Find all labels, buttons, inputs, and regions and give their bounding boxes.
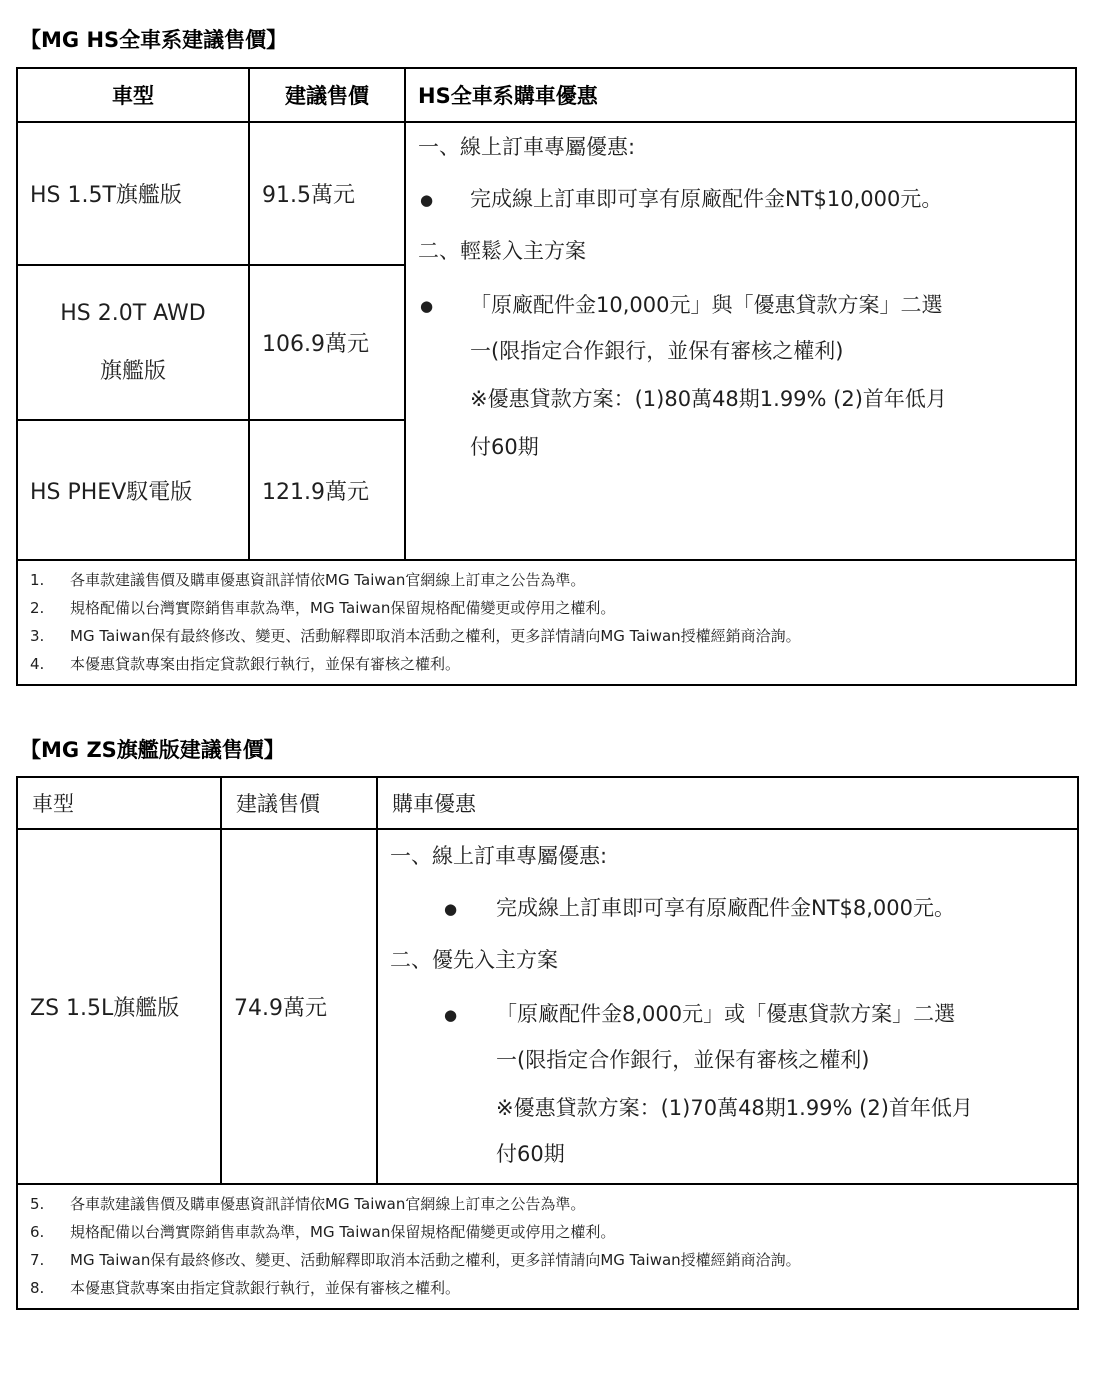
hs-model-cell: HS 1.5T旗艦版 — [17, 122, 249, 265]
note-text: MG Taiwan保有最終修改、變更、活動解釋即取消本活動之權利，更多詳情請向MG Taiwan授權經銷商洽詢。 — [70, 1251, 801, 1269]
note-text: MG Taiwan保有最終修改、變更、活動解釋即取消本活動之權利，更多詳情請向MG Taiwan授權經銷商洽詢。 — [70, 627, 801, 645]
hs-offer-bullet2-line1: 「原廠配件金10,000元」與「優惠貸款方案」二選 — [470, 293, 943, 317]
note-number: 4. — [30, 655, 45, 673]
hs-model-line1: HS 2.0T AWD — [60, 300, 206, 326]
zs-offer-bullet2-line2: 一(限指定合作銀行，並保有審核之權利) — [496, 1048, 870, 1072]
bullet-icon: ● — [444, 1006, 458, 1024]
hs-price-cell: 91.5萬元 — [249, 122, 405, 265]
zs-table-header-row — [17, 777, 1078, 829]
zs-offer-loan-line2: 付60期 — [496, 1142, 565, 1166]
note-number: 8. — [30, 1279, 45, 1297]
zs-notes-row — [17, 1184, 1078, 1309]
list-item — [18, 1274, 1077, 1302]
zs-price-cell: 74.9萬元 — [221, 829, 377, 1184]
list-item — [18, 1218, 1077, 1246]
list-item — [18, 622, 1075, 650]
zs-offer-section2: 二、優先入主方案 — [390, 948, 558, 972]
note-number: 5. — [30, 1195, 45, 1213]
hs-header-model: 車型 — [17, 68, 249, 122]
bullet-icon: ● — [444, 900, 458, 918]
list-item — [18, 1246, 1077, 1274]
note-number: 3. — [30, 627, 45, 645]
note-number: 1. — [30, 571, 45, 589]
zs-offer-bullet2-line1: 「原廠配件金8,000元」或「優惠貸款方案」二選 — [496, 1002, 956, 1026]
note-text: 規格配備以台灣實際銷售車款為準，MG Taiwan保留規格配備變更或停用之權利。 — [70, 599, 616, 617]
note-number: 7. — [30, 1251, 45, 1269]
hs-offer-bullet2-line2: 一(限指定合作銀行，並保有審核之權利) — [470, 339, 844, 363]
zs-offer-cell — [377, 829, 1078, 1184]
hs-section-title: 【MG HS全車系建議售價】 — [20, 28, 288, 52]
table-row — [17, 122, 1076, 265]
note-text: 各車款建議售價及購車優惠資訊詳情依MG Taiwan官網線上訂車之公告為準。 — [70, 1195, 586, 1213]
zs-offer-bullet1: 完成線上訂車即可享有原廠配件金NT$8,000元。 — [496, 896, 956, 920]
hs-price-cell: 121.9萬元 — [249, 420, 405, 560]
zs-offer-loan-line1: ※優惠貸款方案：(1)70萬48期1.99% (2)首年低月 — [496, 1096, 973, 1120]
note-number: 2. — [30, 599, 45, 617]
note-number: 6. — [30, 1223, 45, 1241]
zs-offer-section1: 一、線上訂車專屬優惠: — [390, 844, 608, 868]
list-item — [18, 650, 1075, 678]
hs-price-table — [16, 67, 1077, 686]
zs-section-title: 【MG ZS旗艦版建議售價】 — [20, 738, 285, 762]
hs-header-price: 建議售價 — [249, 68, 405, 122]
hs-table-header-row — [17, 68, 1076, 122]
hs-header-offer: HS全車系購車優惠 — [405, 68, 1076, 122]
note-text: 本優惠貸款專案由指定貸款銀行執行，並保有審核之權利。 — [70, 1279, 461, 1297]
list-item — [18, 566, 1075, 594]
table-row — [17, 829, 1078, 1184]
zs-header-offer: 購車優惠 — [377, 777, 1078, 829]
hs-model-cell: HS PHEV馭電版 — [17, 420, 249, 560]
hs-offer-loan-line2: 付60期 — [470, 435, 539, 459]
hs-offer-bullet1: 完成線上訂車即可享有原廠配件金NT$10,000元。 — [470, 187, 943, 211]
hs-price-cell: 106.9萬元 — [249, 265, 405, 420]
bullet-icon: ● — [420, 191, 434, 209]
note-text: 本優惠貸款專案由指定貸款銀行執行，並保有審核之權利。 — [70, 655, 461, 673]
hs-notes-row — [17, 560, 1076, 685]
hs-offer-section1: 一、線上訂車專屬優惠: — [418, 135, 636, 159]
zs-header-model: 車型 — [17, 777, 221, 829]
hs-offer-loan-line1: ※優惠貸款方案：(1)80萬48期1.99% (2)首年低月 — [470, 387, 947, 411]
zs-header-price: 建議售價 — [221, 777, 377, 829]
zs-model-cell: ZS 1.5L旗艦版 — [17, 829, 221, 1184]
bullet-icon: ● — [420, 297, 434, 315]
list-item — [18, 1190, 1077, 1218]
zs-notes-cell — [17, 1184, 1078, 1309]
hs-model-cell — [17, 265, 249, 420]
hs-offer-cell — [405, 122, 1076, 560]
note-text: 規格配備以台灣實際銷售車款為準，MG Taiwan保留規格配備變更或停用之權利。 — [70, 1223, 616, 1241]
hs-model-line2: 旗艦版 — [99, 358, 166, 384]
hs-offer-section2: 二、輕鬆入主方案 — [418, 239, 586, 263]
zs-price-table — [16, 776, 1079, 1310]
note-text: 各車款建議售價及購車優惠資訊詳情依MG Taiwan官網線上訂車之公告為準。 — [70, 571, 586, 589]
list-item — [18, 594, 1075, 622]
hs-notes-cell — [17, 560, 1076, 685]
